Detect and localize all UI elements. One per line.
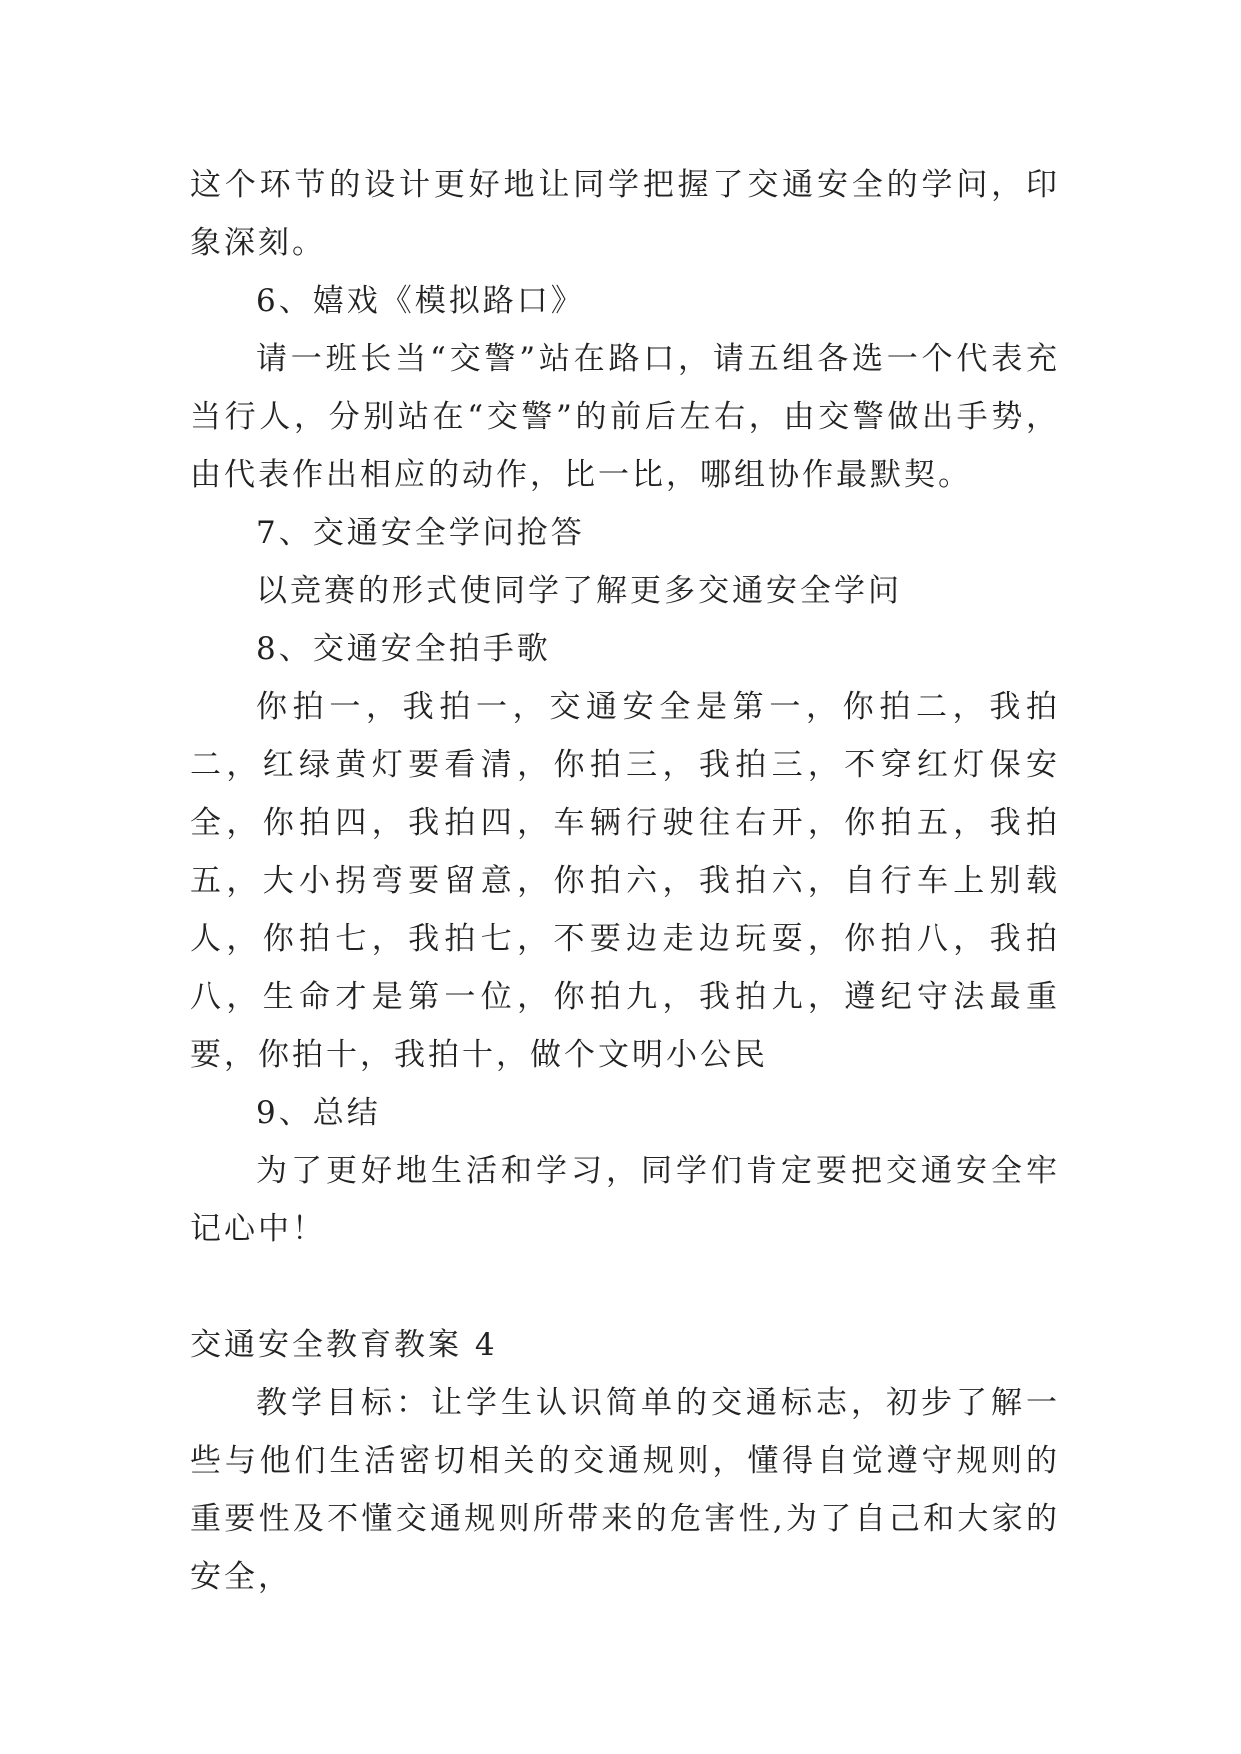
paragraph-quiz: 以竞赛的形式使同学了解更多交通安全学问 <box>256 573 902 609</box>
paragraph-teaching-goals: 教学目标：让学生认识简单的交通标志，初步了解一些与他们生活密切相关的交通规则，懂得自觉遵守规则的重要性及不懂交通规则所带来的危害性,为了自己和大家的安全， <box>190 1385 1060 1595</box>
section-heading: 交通安全教育教案 4 <box>190 1327 498 1363</box>
section-item-6: 6、嬉戏《模拟路口》 <box>256 283 585 319</box>
section-item-8: 8、交通安全拍手歌 <box>256 631 551 667</box>
paragraph-clapping-song: 你拍一，我拍一，交通安全是第一，你拍二，我拍二，红绿黄灯要看清，你拍三，我拍三，不穿红灯保安全，你拍四，我拍四，车辆行驶往右开，你拍五，我拍五，大小拐弯要留意，你拍六，我拍六，自行车上别载人，你拍七，我拍七，不要边走边玩耍，你拍八，我拍八，生命才是第一位，你拍九，我拍九，遵纪守法最重要，你拍十，我拍十，做个文明小公民 <box>190 689 1060 1073</box>
section-spacer <box>190 1258 1060 1316</box>
paragraph-crossing-game: 请一班长当“交警”站在路口，请五组各选一个代表充当行人，分别站在“交警”的前后左右，由交警做出手势，由代表作出相应的动作，比一比，哪组协作最默契。 <box>190 341 1060 493</box>
paragraph-continuation: 这个环节的设计更好地让同学把握了交通安全的学问，印象深刻。 <box>190 167 1060 261</box>
document-body <box>190 156 1060 1606</box>
section-item-7: 7、交通安全学问抢答 <box>256 515 585 551</box>
paragraph-summary: 为了更好地生活和学习，同学们肯定要把交通安全牢记心中！ <box>190 1153 1060 1247</box>
section-item-9: 9、总结 <box>256 1095 381 1131</box>
